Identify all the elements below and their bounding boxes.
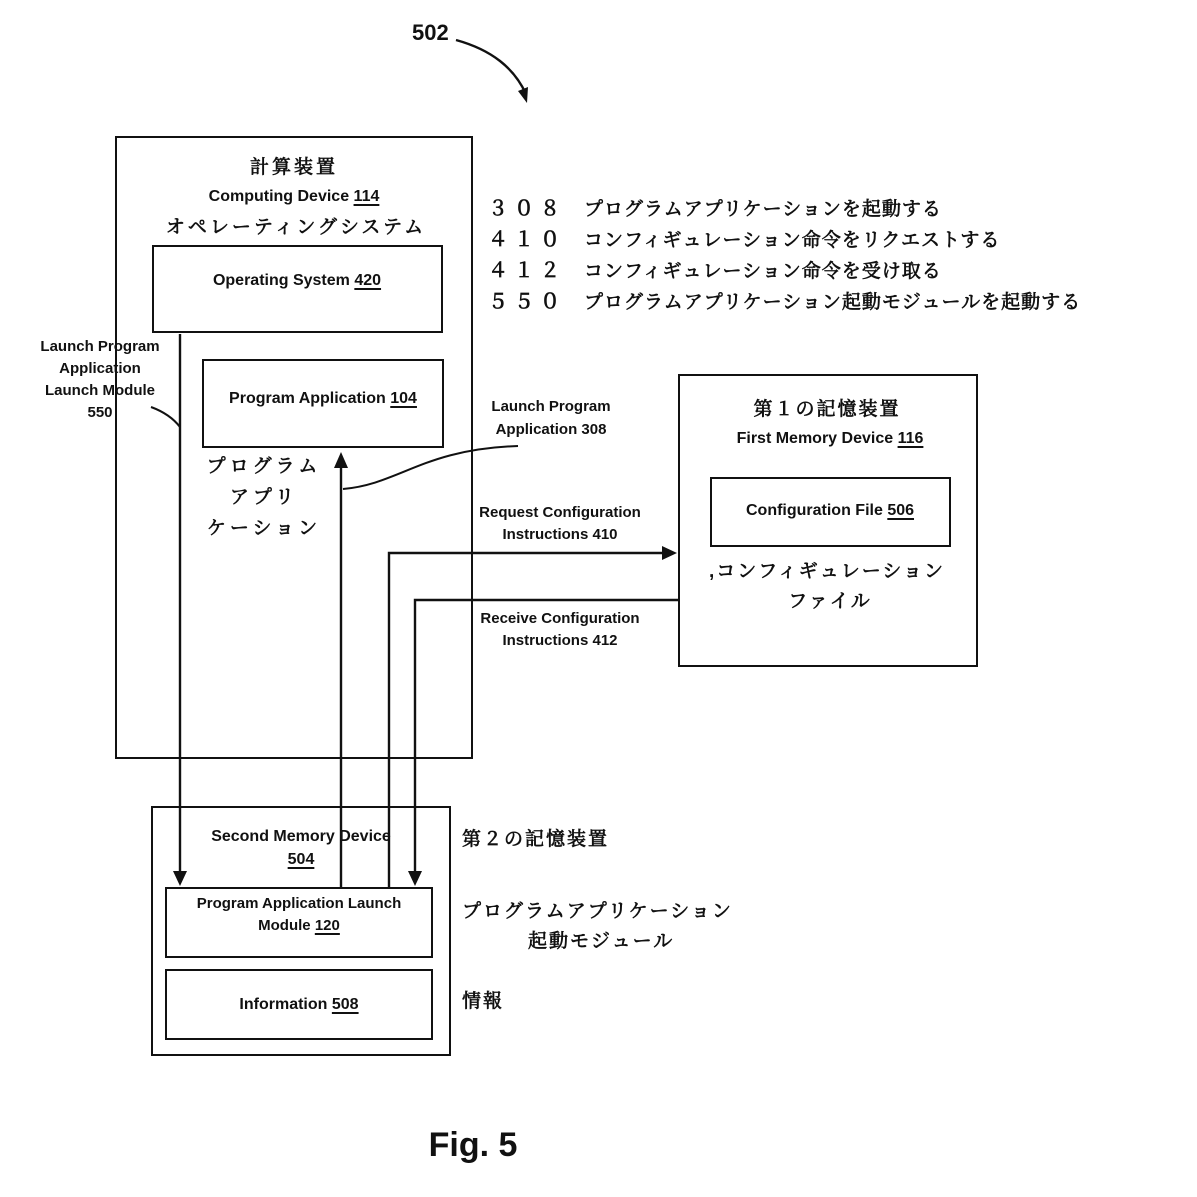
step-550 (488, 285, 1081, 316)
step-308 (488, 192, 1081, 223)
os-subtitle-jp: オペレーティングシステム (165, 217, 427, 238)
ref-num-114: 114 (353, 188, 380, 205)
annotation-launch-module-550-line2: Application (59, 360, 141, 377)
arrowhead-410-right (662, 546, 677, 560)
annotation-launch-app-308-line2: Application 308 (495, 421, 607, 438)
information-jp: 情報 (462, 991, 505, 1012)
first-memory-title-jp: 第１の記憶装置 (753, 399, 901, 420)
launch-module-label-line1: Program Application Launch (196, 895, 402, 912)
second-memory-title-en: Second Memory Device (211, 828, 391, 845)
ref-num-508: 508 (331, 996, 359, 1013)
step-308-num: ３０８ (488, 198, 566, 220)
step-410-text: コンフィギュレーション命令をリクエストする (584, 230, 1001, 251)
annotation-launch-module-550-line4: 550 (87, 404, 113, 421)
first-memory-title-en: First Memory Device 116 (736, 430, 924, 447)
ref-502-arrow (456, 40, 526, 94)
annotation-receive-412-line1: Receive Configuration (480, 610, 640, 627)
step-550-num: ５５０ (488, 291, 566, 313)
step-410 (488, 223, 1081, 254)
launch-module-jp-1: プログラムアプリケーション (462, 901, 733, 922)
annotation-launch-module-550-line1: Launch Program (40, 338, 160, 355)
program-application-label: Program Application 104 (229, 390, 417, 407)
information-label: Information 508 (239, 996, 359, 1013)
computing-device-title-en: Computing Device 114 (208, 188, 380, 205)
ref-num-116: 116 (897, 430, 924, 447)
second-memory-ref: 504 (287, 851, 315, 868)
figure-caption: Fig. 5 (428, 1126, 518, 1164)
ref-num-120: 120 (314, 917, 340, 934)
configuration-file-label: Configuration File 506 (745, 502, 915, 519)
step-410-num: ４１０ (488, 229, 566, 251)
step-412-num: ４１２ (488, 260, 566, 282)
annotation-launch-module-550-line3: Launch Module (45, 382, 155, 399)
annotation-request-410-line2: Instructions 410 (502, 526, 618, 543)
launch-module-label-line2: Module 120 (258, 917, 340, 934)
ref-num-420: 420 (354, 272, 382, 289)
annotation-receive-412-line2: Instructions 412 (502, 632, 618, 649)
second-memory-title-jp: 第２の記憶装置 (462, 829, 610, 850)
program-application-jp-2: アプリ (229, 487, 299, 508)
configuration-file-jp-2: ファイル (788, 591, 872, 612)
ref-num-506: 506 (887, 502, 915, 519)
ref-502-arrowhead (518, 87, 528, 103)
program-application-jp-3: ケーション (206, 518, 322, 539)
launch-module-jp-2: 起動モジュール (528, 931, 675, 952)
step-412-text: コンフィギュレーション命令を受け取る (584, 261, 942, 282)
step-list (488, 192, 1081, 316)
ref-num-104: 104 (390, 390, 417, 407)
step-412 (488, 254, 1081, 285)
computing-device-title-jp: 計算装置 (249, 157, 339, 178)
operating-system-label: Operating System 420 (212, 272, 382, 289)
step-550-text: プログラムアプリケーション起動モジュールを起動する (584, 292, 1082, 313)
annotation-request-410-line1: Request Configuration (479, 504, 641, 521)
step-308-text: プログラムアプリケーションを起動する (584, 199, 942, 220)
program-application-jp-1: プログラム (206, 456, 322, 477)
configuration-file-jp-1: ,コンフィギュレーション (709, 561, 945, 582)
annotation-launch-app-308-line1: Launch Program (491, 398, 611, 415)
ref-502-label: 502 (412, 20, 449, 45)
